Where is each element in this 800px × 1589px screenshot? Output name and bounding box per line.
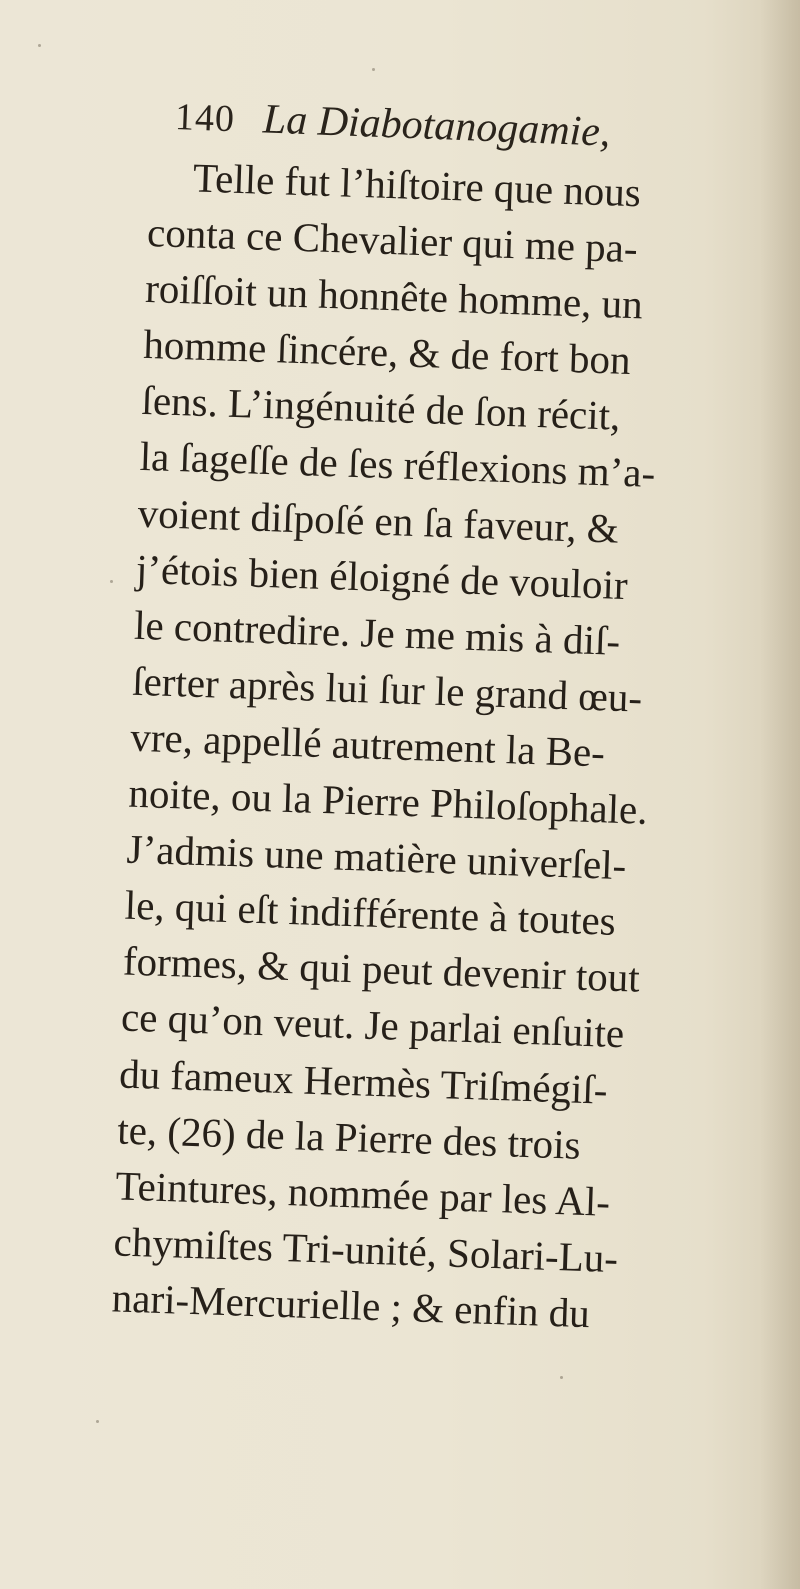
paper-speck — [110, 580, 113, 583]
body-text — [111, 148, 760, 1346]
text-line: homme ſincére, & de fort bon — [142, 321, 632, 384]
text-line: le, qui eſt indifférente à toutes — [124, 881, 617, 945]
text-line: ſens. L’ingénuité de ſon récit, — [140, 377, 622, 440]
text-line: te, (26) de la Pierre des trois — [116, 1106, 582, 1168]
text-line: nari-Mercurielle ; & enfin du — [111, 1274, 591, 1337]
text-line: noite, ou la Pierre Philoſophale. — [127, 769, 649, 833]
text-line: roiſſoit un honnête homme, un — [144, 265, 644, 328]
text-line: chymiſtes Tri-unité, Solari-Lu- — [112, 1218, 619, 1281]
text-line: J’admis une matière univerſel- — [125, 825, 628, 889]
text-line: ſerter après lui ſur le grand œu- — [131, 657, 643, 721]
page-edge-shadow — [760, 0, 800, 1589]
text-line: du fameux Hermès Triſmégiſ- — [118, 1050, 609, 1113]
text-line: vre, appellé autrement la Be- — [129, 713, 606, 776]
text-line: conta ce Chevalier qui me pa- — [146, 209, 639, 272]
page-number: 140 — [174, 95, 236, 141]
text-line: formes, & qui peut devenir tout — [122, 937, 641, 1001]
paper-speck — [38, 44, 41, 47]
text-line: Telle fut l’hiſtoire que nous — [192, 154, 642, 216]
paper-speck — [96, 1420, 99, 1423]
text-line: Teintures, nommée par les Al- — [114, 1162, 611, 1225]
running-title: La Diabotanogamie, — [262, 96, 612, 156]
text-line: le contredire. Je me mis à diſ- — [133, 601, 621, 664]
paper-speck — [372, 68, 375, 71]
text-line: ce qu’on veut. Je parlai enſuite — [120, 993, 625, 1057]
text-line: voient diſpoſé en ſa faveur, & — [137, 489, 620, 552]
paper-speck — [560, 1376, 563, 1379]
text-line: j’étois bien éloigné de vouloir — [135, 545, 629, 608]
text-line: la ſageſſe de ſes réflexions m’a- — [139, 433, 656, 497]
